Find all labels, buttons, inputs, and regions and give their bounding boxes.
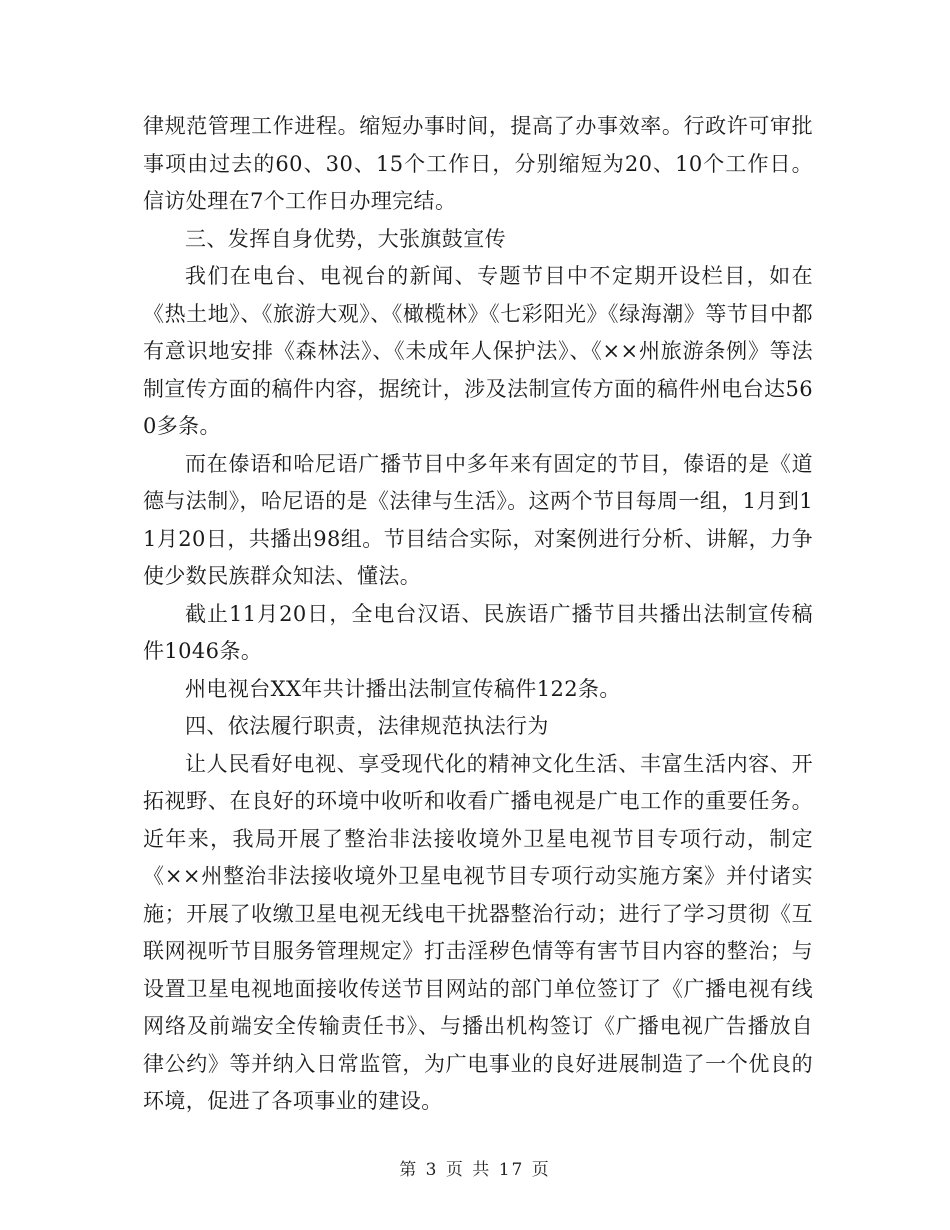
paragraph-minority-language-broadcast: 而在傣语和哈尼语广播节目中多年来有固定的节目，傣语的是《道德与法制》，哈尼语的是《法律与生活》。这两个节目每周一组，1月到11月20日，共播出98组。节目结合实际，对案例进行分析、讲解，力争使少数民族群众知法、懂法。 <box>143 451 813 588</box>
paragraph-continuation: 律规范管理工作进程。缩短办事时间，提高了办事效率。行政许可审批事项由过去的60、30、15个工作日，分别缩短为20、10个工作日。信访处理在7个工作日办理完结。 <box>143 114 813 213</box>
document-body <box>143 108 813 1121</box>
paragraph-tv-count: 州电视台XX年共计播出法制宣传稿件122条。 <box>185 676 621 701</box>
page-footer: 第 3 页 共 17 页 <box>399 1160 551 1180</box>
paragraph-radio-tv-programs: 我们在电台、电视台的新闻、专题节目中不定期开设栏目，如在《热土地》、《旅游大观》、《橄榄林》《七彩阳光》《绿海潮》等节目中都有意识地安排《森林法》、《未成年人保护法》、《××州旅游条例》等法制宣传方面的稿件内容，据统计，涉及法制宣传方面的稿件州电台达560多条。 <box>143 264 813 438</box>
section-heading-three: 三、发挥自身优势，大张旗鼓宣传 <box>185 226 506 251</box>
paragraph-enforcement: 让人民看好电视、享受现代化的精神文化生活、丰富生活内容、开拓视野、在良好的环境中收听和收看广播电视是广电工作的重要任务。近年来，我局开展了整治非法接收境外卫星电视节目专项行动，制定《××州整治非法接收境外卫星电视节目专项行动实施方案》并付诸实施；开展了收缴卫星电视无线电干扰器整治行动；进行了学习贯彻《互联网视听节目服务管理规定》打击淫秽色情等有害节目内容的整治；与设置卫星电视地面接收传送节目网站的部门单位签订了《广播电视有线网络及前端安全传输责任书》、与播出机构签订《广播电视广告播放自律公约》等并纳入日常监管，为广电事业的良好进展制造了一个优良的环境，促进了各项事业的建设。 <box>143 751 813 1113</box>
section-heading-four: 四、依法履行职责，法律规范执法行为 <box>185 714 549 738</box>
paragraph-broadcast-count: 截止11月20日，全电台汉语、民族语广播节目共播出法制宣传稿件1046条。 <box>143 601 813 663</box>
